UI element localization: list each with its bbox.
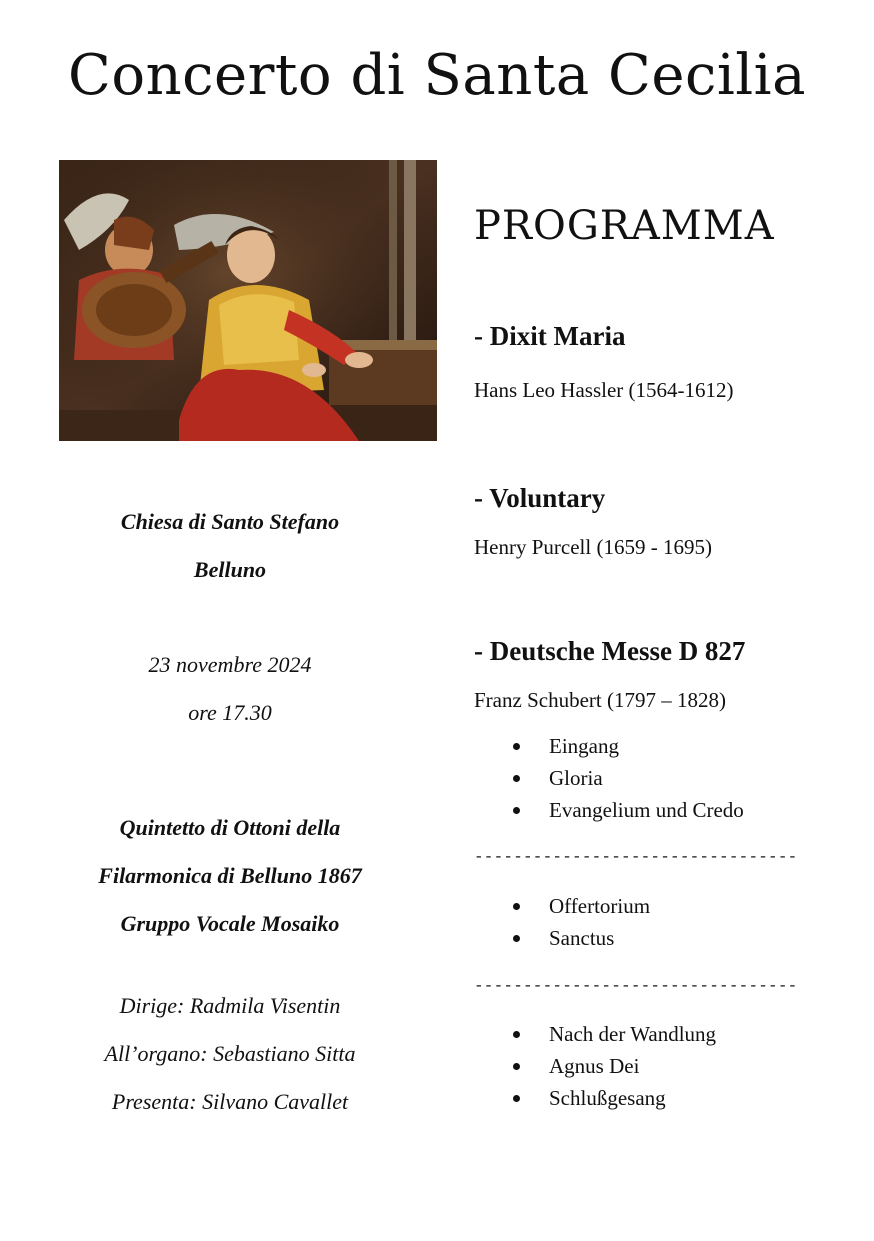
venue-block: [40, 498, 420, 594]
ensemble-line-3: Gruppo Vocale Mosaiko: [120, 911, 340, 936]
saint-cecilia-painting: [59, 160, 437, 441]
divider: ---------------------------------: [474, 977, 798, 995]
list-item: [474, 762, 744, 794]
list-item: [474, 1050, 716, 1082]
bullet-icon: [513, 775, 520, 782]
list-item: [474, 794, 744, 826]
credits-block: [40, 982, 420, 1126]
list-item: [474, 730, 744, 762]
datetime-block: [40, 641, 420, 737]
bullet-icon: [513, 903, 520, 910]
presenter-credit: Presenta: Silvano Cavallet: [111, 1089, 349, 1114]
concert-time: ore 17.30: [188, 700, 272, 725]
bullet-icon: [513, 1031, 520, 1038]
piece-title: - Voluntary: [474, 483, 606, 513]
piece-composer: Henry Purcell (1659 - 1695): [474, 535, 712, 559]
conductor-credit: Dirige: Radmila Visentin: [119, 993, 341, 1018]
movement-label: Offertorium: [549, 894, 651, 918]
movement-label: Nach der Wandlung: [549, 1022, 717, 1046]
movement-list: [474, 730, 744, 826]
venue-city: Belluno: [193, 557, 267, 582]
bullet-icon: [513, 935, 520, 942]
ensemble-line-2: Filarmonica di Belluno 1867: [98, 863, 362, 888]
organ-credit: All’organo: Sebastiano Sitta: [104, 1041, 356, 1066]
list-item: [474, 1018, 716, 1050]
piece-composer: Franz Schubert (1797 – 1828): [474, 688, 726, 712]
venue-church: Chiesa di Santo Stefano: [120, 509, 340, 534]
piece-composer: Hans Leo Hassler (1564-1612): [474, 378, 734, 402]
list-item: [474, 1082, 716, 1114]
movement-label: Schlußgesang: [549, 1086, 666, 1110]
list-item: [474, 922, 650, 954]
movement-label: Evangelium und Credo: [549, 798, 744, 822]
ensemble-block: [40, 804, 420, 948]
piece-title: - Deutsche Messe D 827: [474, 636, 746, 666]
movement-list: [474, 890, 650, 954]
movement-label: Eingang: [549, 734, 619, 758]
movement-label: Agnus Dei: [549, 1054, 640, 1078]
programma-heading: PROGRAMMA: [474, 203, 775, 249]
bullet-icon: [513, 743, 520, 750]
movement-list: [474, 1018, 716, 1114]
movement-label: Sanctus: [549, 926, 615, 950]
bullet-icon: [513, 807, 520, 814]
piece-title: - Dixit Maria: [474, 321, 626, 351]
movement-label: Gloria: [549, 766, 603, 790]
concert-date: 23 novembre 2024: [148, 652, 312, 677]
list-item: [474, 890, 650, 922]
bullet-icon: [513, 1063, 520, 1070]
divider: ---------------------------------: [474, 848, 798, 866]
ensemble-line-1: Quintetto di Ottoni della: [119, 815, 341, 840]
bullet-icon: [513, 1095, 520, 1102]
page-title: Concerto di Santa Cecilia: [68, 43, 806, 108]
